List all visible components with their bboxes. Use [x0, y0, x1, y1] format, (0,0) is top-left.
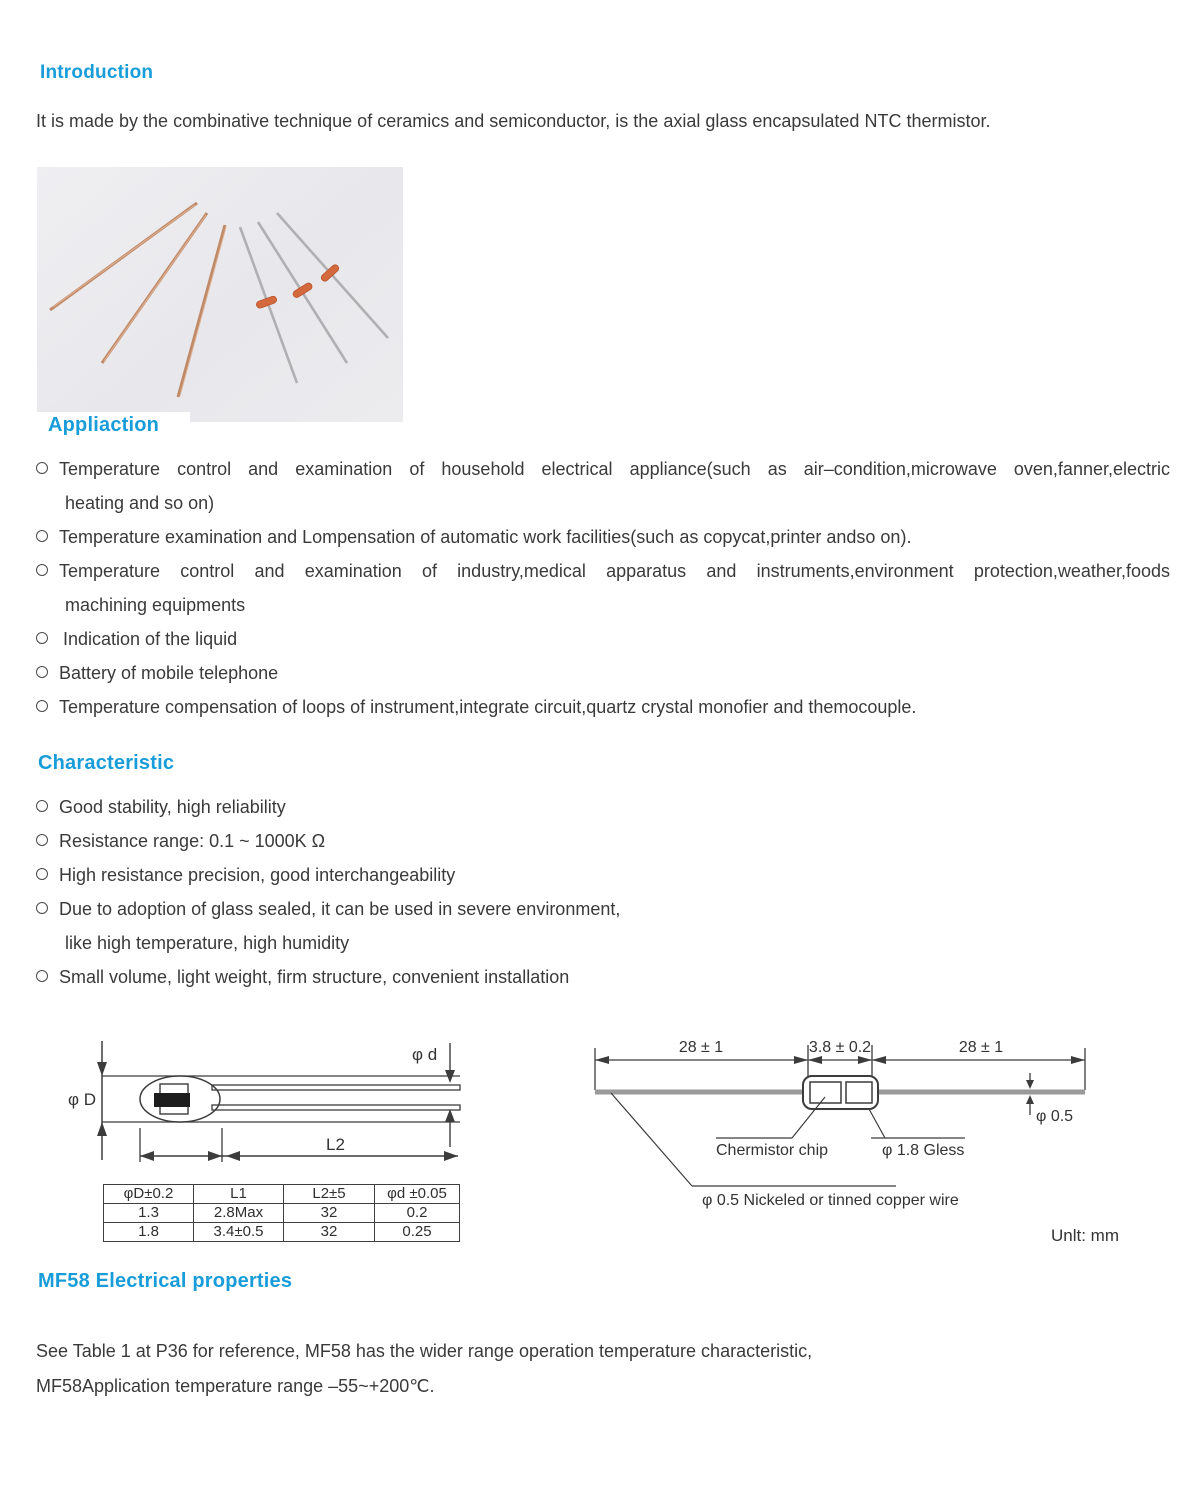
- chip-rect: [810, 1082, 841, 1103]
- phi-D-label: φ D: [68, 1090, 97, 1109]
- list-item: [36, 554, 1170, 622]
- list-item-text: Resistance range: 0.1 ~ 1000K Ω: [59, 831, 326, 851]
- copper-thermistor-wire: [178, 225, 225, 397]
- arrow-up-icon: [445, 1109, 455, 1122]
- lead-wire: [212, 1085, 460, 1090]
- list-item: [36, 690, 1170, 724]
- table-cell: 1.8: [104, 1223, 194, 1242]
- circle-bullet-icon: [36, 700, 48, 712]
- circle-bullet-icon: [36, 564, 48, 576]
- arrow-right-icon: [858, 1056, 872, 1064]
- arrow-right-icon: [444, 1151, 458, 1161]
- dim-28-left-label: 28 ± 1: [678, 1039, 724, 1056]
- circle-bullet-icon: [36, 970, 48, 982]
- list-item: [36, 858, 1170, 892]
- leader-line: [869, 1109, 885, 1138]
- list-item: [36, 892, 1170, 960]
- dim-3-8-label: 3.8 ± 0.2: [808, 1039, 872, 1056]
- circle-bullet-icon: [36, 834, 48, 846]
- list-item: [36, 622, 1170, 656]
- table-cell: 1.3: [104, 1204, 194, 1223]
- arrow-down-icon: [1026, 1080, 1034, 1089]
- unit-label: Unlt: mm: [1051, 1226, 1119, 1245]
- axial-diagram: [585, 1035, 1200, 1255]
- list-item: [36, 824, 1170, 858]
- leader-line: [611, 1093, 692, 1186]
- table-row: [104, 1204, 460, 1223]
- list-item-text: Indication of the liquid: [63, 629, 238, 649]
- wire-dia-label: φ 0.5: [1036, 1108, 1074, 1125]
- axial-drawing: [585, 1035, 1200, 1250]
- table-cell: 32: [284, 1204, 375, 1223]
- arrow-up-icon: [1026, 1095, 1034, 1104]
- list-item-text: Temperature control and examination of industry,medical apparatus and instruments,environment protection,weather,foods: [59, 561, 1170, 581]
- list-item: [36, 656, 1170, 690]
- L2-label: L2: [326, 1135, 345, 1154]
- thermistor-photo-art: [37, 167, 403, 422]
- arrow-up-icon: [97, 1122, 107, 1136]
- phi-d-label: φ d: [412, 1045, 438, 1064]
- application-list: [36, 452, 1170, 724]
- chip-label: Chermistor chip: [716, 1142, 829, 1159]
- intro-paragraph: It is made by the combinative technique of ceramics and semiconductor, is the axial glass encapsulated NTC thermistor.: [36, 111, 991, 131]
- table-cell: 2.8Max: [194, 1204, 284, 1223]
- arrow-right-icon: [794, 1056, 808, 1064]
- circle-bullet-icon: [36, 800, 48, 812]
- characteristic-heading: Characteristic: [38, 752, 175, 774]
- list-item-text-cont: machining equipments: [65, 595, 246, 615]
- copper-wire-highlight: [53, 205, 195, 307]
- table-cell: 32: [284, 1223, 375, 1242]
- electrical-line2: MF58Application temperature range –55~+200℃.: [36, 1376, 435, 1396]
- characteristic-list: [36, 790, 1170, 994]
- application-heading: Appliaction: [48, 414, 160, 436]
- thermistor-bead: [292, 282, 314, 299]
- introduction-heading: Introduction: [40, 62, 154, 83]
- arrow-left-icon: [140, 1151, 154, 1161]
- list-item: [36, 790, 1170, 824]
- list-item-text-cont: heating and so on): [65, 493, 215, 513]
- arrow-left-icon: [595, 1056, 609, 1064]
- list-item: [36, 520, 1170, 554]
- list-item-text-cont: like high temperature, high humidity: [65, 933, 350, 953]
- list-item: [36, 452, 1170, 520]
- table-cell: 0.25: [375, 1223, 460, 1242]
- list-item-text: Good stability, high reliability: [59, 797, 286, 817]
- arrow-left-icon: [808, 1056, 822, 1064]
- dim-28-right-label: 28 ± 1: [958, 1039, 1004, 1056]
- circle-bullet-icon: [36, 530, 48, 542]
- circle-bullet-icon: [36, 462, 48, 474]
- electrical-heading: MF58 Electrical properties: [38, 1270, 293, 1292]
- arrow-left-icon: [226, 1151, 240, 1161]
- circle-bullet-icon: [36, 632, 48, 644]
- arrow-left-icon: [872, 1056, 886, 1064]
- list-item-text: Temperature compensation of loops of instrument,integrate circuit,quartz crystal monofier and themocouple.: [59, 697, 917, 717]
- copper-wire-highlight: [104, 215, 206, 361]
- circle-bullet-icon: [36, 666, 48, 678]
- circle-bullet-icon: [36, 868, 48, 880]
- arrow-down-icon: [97, 1062, 107, 1076]
- inner-rect: [846, 1082, 872, 1103]
- table-header-cell: L2±5: [284, 1185, 375, 1204]
- electrical-paragraph: [36, 1334, 1136, 1404]
- list-item-text: Small volume, light weight, firm structure, convenient installation: [59, 967, 570, 987]
- table-row: [104, 1223, 460, 1242]
- list-item-text: Due to adoption of glass sealed, it can be used in severe environment,: [59, 899, 621, 919]
- circle-bullet-icon: [36, 902, 48, 914]
- list-item-text: High resistance precision, good interchangeability: [59, 865, 456, 885]
- electrical-line1: See Table 1 at P36 for reference, MF58 has the wider range operation temperature characteristic,: [36, 1341, 813, 1361]
- table-cell: 0.2: [375, 1204, 460, 1223]
- arrow-right-icon: [208, 1151, 222, 1161]
- list-item-text: Battery of mobile telephone: [59, 663, 279, 683]
- wire-material-label: φ 0.5 Nickeled or tinned copper wire: [702, 1192, 959, 1209]
- product-photo: [37, 167, 403, 422]
- dimension-table: [103, 1184, 460, 1242]
- dimension-diagram: [60, 1035, 470, 1172]
- dimension-drawing: [60, 1035, 470, 1167]
- list-item-text: Temperature control and examination of household electrical appliance(such as air–condition,microwave oven,fanner,electric: [59, 459, 1170, 479]
- table-header-row: [104, 1185, 460, 1204]
- list-item: [36, 960, 1170, 994]
- table-header-cell: φD±0.2: [104, 1185, 194, 1204]
- table-header-cell: L1: [194, 1185, 284, 1204]
- copper-wire-highlight: [180, 227, 226, 396]
- list-item-text: Temperature examination and Lompensation of automatic work facilities(such as copycat,printer andso on).: [59, 527, 912, 547]
- arrow-right-icon: [1071, 1056, 1085, 1064]
- chip-black: [154, 1093, 190, 1107]
- glass-label: φ 1.8 Gless: [882, 1142, 965, 1159]
- table-cell: 3.4±0.5: [194, 1223, 284, 1242]
- lead-wire: [212, 1105, 460, 1110]
- table-header-cell: φd ±0.05: [375, 1185, 460, 1204]
